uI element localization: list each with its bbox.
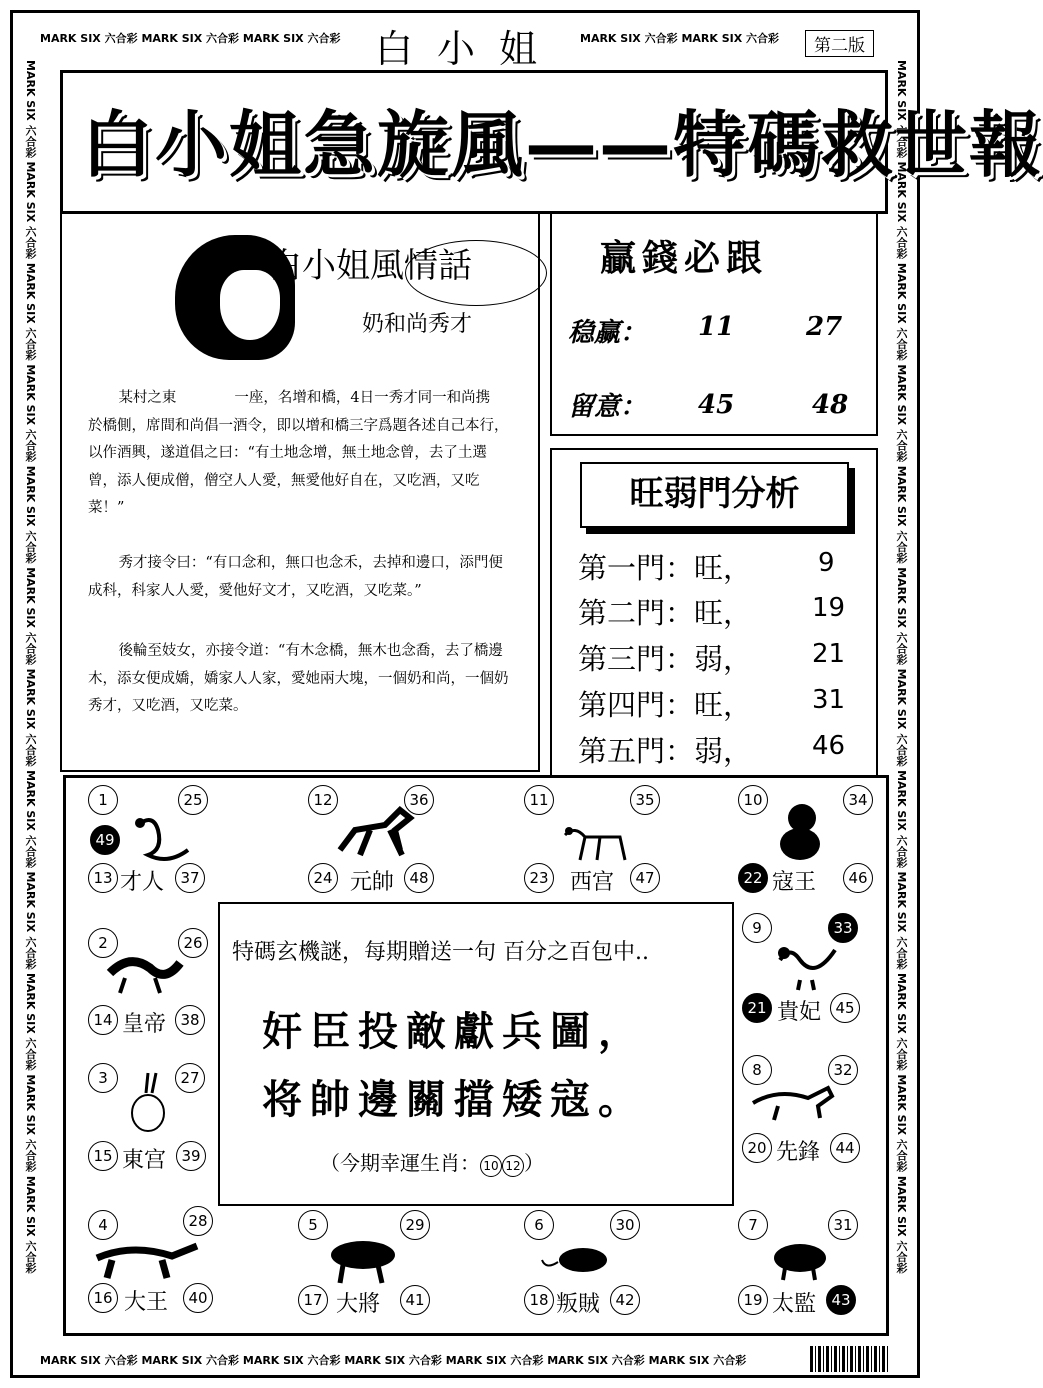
rabbit-icon: [120, 1068, 175, 1138]
win-number: 45: [698, 390, 735, 420]
watermark-right: MARK SIX 六合彩 MARK SIX 六合彩 MARK SIX 六合彩 MARK SIX 六合彩 MARK SIX 六合彩 MARK SIX 六合彩 MARK SIX 六合彩 MARK SIX 六合彩 MARK SIX 六合彩 MARK SIX 六合彩 MARK SIX 六合彩 MARK SIX 六合彩: [895, 60, 908, 1274]
zodiac-number: 28: [183, 1206, 213, 1236]
zodiac-label: 皇帝: [122, 1012, 167, 1037]
win-number: 11: [698, 312, 735, 342]
zodiac-number: 39: [176, 1141, 206, 1171]
story-title: 白小姐風情話: [268, 246, 472, 286]
pig-icon: [765, 1238, 835, 1283]
horse-icon: [330, 800, 420, 860]
zodiac-number: 21: [742, 993, 772, 1023]
door-value: 31: [812, 685, 846, 715]
zodiac-number: 18: [524, 1285, 554, 1315]
win-label: 稳赢：: [568, 318, 647, 348]
zodiac-number: 7: [738, 1210, 768, 1240]
zodiac-number: 35: [630, 785, 660, 815]
title-ellipse: [405, 240, 547, 306]
door-value: 21: [812, 639, 846, 669]
zodiac-label: 太監: [772, 1292, 817, 1317]
goat-icon: [555, 815, 635, 865]
zodiac-label: 寇王: [772, 870, 817, 895]
zodiac-number: 5: [298, 1210, 328, 1240]
zodiac-label: 先鋒: [776, 1140, 821, 1165]
zodiac-label: 元帥: [350, 870, 395, 895]
zodiac-number: 14: [88, 1005, 118, 1035]
lucky-prefix: （今期幸運生肖：: [320, 1151, 480, 1175]
zodiac-label: 叛賊: [556, 1292, 601, 1317]
zodiac-label: 東宫: [122, 1148, 167, 1173]
ox-icon: [318, 1235, 408, 1285]
zodiac-number: 3: [88, 1063, 118, 1093]
zodiac-number: 23: [524, 863, 554, 893]
zodiac-number: 17: [298, 1285, 328, 1315]
zodiac-number: 38: [175, 1005, 205, 1035]
zodiac-number: 4: [88, 1210, 118, 1240]
banner-title: 白小姐急旋風——特碼救世報: [81, 103, 1043, 187]
zodiac-number: 9: [742, 913, 772, 943]
zodiac-label: 大將: [336, 1292, 381, 1317]
zodiac-number: 43: [826, 1285, 856, 1315]
zodiac-number: 2: [88, 928, 118, 958]
barcode: [810, 1346, 890, 1372]
dragon-icon: [105, 948, 185, 998]
story-paragraph: 後輪至妓女，亦接令道：“有木念橋，無木也念喬，去了橋邊木，添女便成嬌，嬌家人人家，愛她兩大塊，一個奶和尚，一個奶秀才，又吃酒，又吃菜。: [88, 643, 509, 714]
edition-label: 第二版: [805, 30, 874, 57]
zodiac-label: 西宫: [570, 870, 615, 895]
zodiac-number: 46: [843, 863, 873, 893]
zodiac-number: 6: [524, 1210, 554, 1240]
dog-icon: [748, 1078, 838, 1123]
riddle-intro: 特碼玄機謎，每期贈送一句 百分之百包中..: [232, 940, 649, 965]
door-value: 19: [812, 593, 846, 623]
zodiac-number: 20: [742, 1133, 772, 1163]
riddle-line-1: 奸臣投敵獻兵圖，: [262, 1008, 646, 1055]
zodiac-number: 8: [742, 1055, 772, 1085]
watermark-bottom: MARK SIX 六合彩 MARK SIX 六合彩 MARK SIX 六合彩 MARK SIX 六合彩 MARK SIX 六合彩 MARK SIX 六合彩 MARK SIX 六合彩: [40, 1354, 747, 1367]
zodiac-number: 13: [88, 863, 118, 893]
door-value: 46: [812, 731, 846, 761]
zodiac-number: 36: [404, 785, 434, 815]
zodiac-number: 42: [610, 1285, 640, 1315]
monkey-icon: [770, 800, 830, 862]
zodiac-number: 32: [828, 1055, 858, 1085]
watermark-top: MARK SIX 六合彩 MARK SIX 六合彩 MARK SIX 六合彩: [40, 32, 341, 45]
zodiac-number: 45: [830, 993, 860, 1023]
lucky-number: 10: [480, 1155, 502, 1177]
zodiac-number: 31: [828, 1210, 858, 1240]
door-label: 第一門：旺，: [578, 551, 753, 585]
rooster-icon: [770, 935, 840, 990]
door-label: 第三門：弱，: [578, 642, 753, 676]
banner: [60, 70, 1043, 214]
story-paragraph: 秀才接令曰：“有口念和，無口也念禾，去掉和邊口，添門便成科，科家人人愛，愛他好文才，又吃酒，又吃菜。”: [88, 555, 503, 599]
door-value: 9: [818, 548, 835, 578]
zodiac-number: 15: [88, 1141, 118, 1171]
riddle-line-2: 将帥邊關擋矮寇。: [262, 1076, 646, 1123]
zodiac-number: 34: [843, 785, 873, 815]
win-number: 48: [812, 390, 849, 420]
snake-icon: [128, 810, 198, 865]
zodiac-label: 貴妃: [777, 1000, 822, 1025]
door-label: 第四門：旺，: [578, 688, 753, 722]
zodiac-number: 11: [524, 785, 554, 815]
page-title: 白小姐: [374, 27, 561, 71]
zodiac-number: 24: [308, 863, 338, 893]
story-paragraph: 某村之東 一座，名增和橋，4日一秀才同一和尚携 於橋側，席間和尚倡一酒令，即以增和橋三字爲題各述自己本行，以作酒興，遂道倡之曰：“有土地念增，無土地念曾，去了土選曾，添人便成僧，僧空人人愛，無愛他好自在，又吃酒，又吃菜！”: [88, 390, 520, 516]
door-label: 第二門：旺，: [578, 596, 753, 630]
zodiac-number: 22: [738, 863, 768, 893]
lucky-zodiac: [320, 1147, 544, 1177]
zodiac-label: 大王: [124, 1290, 169, 1315]
win-number: 27: [806, 312, 843, 342]
zodiac-number: 41: [400, 1285, 430, 1315]
zodiac-number: 33: [828, 913, 858, 943]
zodiac-number: 26: [178, 928, 208, 958]
zodiac-number: 16: [88, 1283, 118, 1313]
zodiac-number: 1: [88, 785, 118, 815]
win-title: 贏錢必跟: [600, 237, 769, 279]
lucky-number: 12: [502, 1155, 524, 1177]
story-subtitle: 奶和尚秀才: [362, 312, 473, 337]
zodiac-number: 40: [183, 1283, 213, 1313]
zodiac-number: 37: [175, 863, 205, 893]
rat-icon: [538, 1240, 628, 1280]
zodiac-number: 12: [308, 785, 338, 815]
tiger-icon: [92, 1238, 202, 1283]
zodiac-number: 30: [610, 1210, 640, 1240]
watermark-left: MARK SIX 六合彩 MARK SIX 六合彩 MARK SIX 六合彩 MARK SIX 六合彩 MARK SIX 六合彩 MARK SIX 六合彩 MARK SIX 六合彩 MARK SIX 六合彩 MARK SIX 六合彩 MARK SIX 六合彩 MARK SIX 六合彩 MARK SIX 六合彩: [24, 60, 37, 1274]
zodiac-number: 48: [404, 863, 434, 893]
zodiac-number: 25: [178, 785, 208, 815]
zodiac-number: 10: [738, 785, 768, 815]
lucky-suffix: ）: [524, 1151, 544, 1175]
zodiac-number: 19: [738, 1285, 768, 1315]
zodiac-number: 29: [400, 1210, 430, 1240]
door-label: 第五門：弱，: [578, 734, 753, 768]
zodiac-number: 44: [830, 1133, 860, 1163]
analysis-title: 旺弱門分析: [580, 462, 849, 528]
win-label: 留意：: [568, 392, 647, 422]
zodiac-number: 49: [90, 825, 120, 855]
zodiac-number: 47: [630, 863, 660, 893]
zodiac-number: 27: [175, 1063, 205, 1093]
watermark-top-right: MARK SIX 六合彩 MARK SIX 六合彩: [580, 32, 780, 45]
zodiac-label: 才人: [120, 870, 165, 895]
